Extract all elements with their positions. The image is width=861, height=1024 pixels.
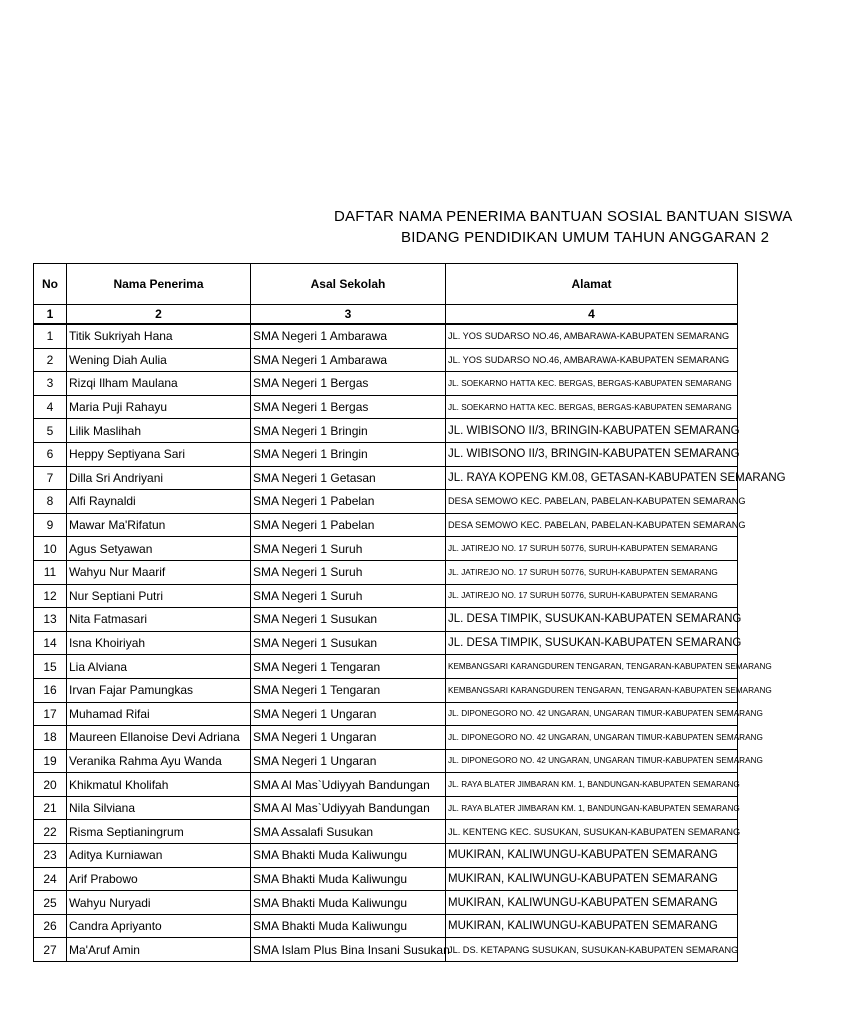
recipient-name-cell: Khikmatul Kholifah: [67, 773, 251, 797]
address-cell: DESA SEMOWO KEC. PABELAN, PABELAN-KABUPATEN SEMARANG: [446, 490, 738, 514]
header-nama-penerima: Nama Penerima: [67, 264, 251, 305]
table-row: [34, 324, 738, 348]
school-cell: SMA Negeri 1 Ungaran: [251, 749, 446, 773]
recipient-name-cell: Wening Diah Aulia: [67, 348, 251, 372]
row-number-cell: 20: [34, 773, 67, 797]
recipient-name-cell: Candra Apriyanto: [67, 914, 251, 938]
recipient-name-cell: Wahyu Nur Maarif: [67, 560, 251, 584]
address-cell: JL. SOEKARNO HATTA KEC. BERGAS, BERGAS-KABUPATEN SEMARANG: [446, 372, 738, 396]
address-cell: JL. WIBISONO II/3, BRINGIN-KABUPATEN SEMARANG: [446, 419, 738, 443]
row-number-cell: 24: [34, 867, 67, 891]
row-number-cell: 5: [34, 419, 67, 443]
table-row: [34, 560, 738, 584]
table-header-row: [34, 264, 738, 305]
table-row: [34, 490, 738, 514]
recipient-name-cell: Risma Septianingrum: [67, 820, 251, 844]
row-number-cell: 25: [34, 891, 67, 915]
table-row: [34, 466, 738, 490]
table-row: [34, 820, 738, 844]
column-number: 3: [251, 305, 446, 325]
table-row: [34, 348, 738, 372]
school-cell: SMA Negeri 1 Suruh: [251, 584, 446, 608]
address-cell: JL. YOS SUDARSO NO.46, AMBARAWA-KABUPATEN SEMARANG: [446, 324, 738, 348]
address-cell: JL. DIPONEGORO NO. 42 UNGARAN, UNGARAN TIMUR-KABUPATEN SEMARANG: [446, 749, 738, 773]
address-cell: JL. YOS SUDARSO NO.46, AMBARAWA-KABUPATEN SEMARANG: [446, 348, 738, 372]
recipient-name-cell: Muhamad Rifai: [67, 702, 251, 726]
header-asal-sekolah: Asal Sekolah: [251, 264, 446, 305]
table-row: [34, 442, 738, 466]
row-number-cell: 15: [34, 655, 67, 679]
address-cell: MUKIRAN, KALIWUNGU-KABUPATEN SEMARANG: [446, 914, 738, 938]
table-row: [34, 395, 738, 419]
recipient-name-cell: Lia Alviana: [67, 655, 251, 679]
table-row: [34, 867, 738, 891]
table-row: [34, 891, 738, 915]
document-title-line-2: BIDANG PENDIDIKAN UMUM TAHUN ANGGARAN 2: [401, 229, 770, 246]
address-cell: DESA SEMOWO KEC. PABELAN, PABELAN-KABUPATEN SEMARANG: [446, 513, 738, 537]
row-number-cell: 27: [34, 938, 67, 962]
row-number-cell: 9: [34, 513, 67, 537]
row-number-cell: 26: [34, 914, 67, 938]
address-cell: JL. DESA TIMPIK, SUSUKAN-KABUPATEN SEMARANG: [446, 608, 738, 632]
recipient-name-cell: Dilla Sri Andriyani: [67, 466, 251, 490]
address-cell: MUKIRAN, KALIWUNGU-KABUPATEN SEMARANG: [446, 891, 738, 915]
document-title-line-1: DAFTAR NAMA PENERIMA BANTUAN SOSIAL BANTUAN SISWA: [334, 208, 793, 225]
recipient-name-cell: Wahyu Nuryadi: [67, 891, 251, 915]
school-cell: SMA Negeri 1 Tengaran: [251, 678, 446, 702]
row-number-cell: 19: [34, 749, 67, 773]
row-number-cell: 2: [34, 348, 67, 372]
row-number-cell: 18: [34, 726, 67, 750]
school-cell: SMA Negeri 1 Pabelan: [251, 490, 446, 514]
header-alamat: Alamat: [446, 264, 738, 305]
row-number-cell: 4: [34, 395, 67, 419]
school-cell: SMA Bhakti Muda Kaliwungu: [251, 914, 446, 938]
recipient-name-cell: Lilik Maslihah: [67, 419, 251, 443]
school-cell: SMA Assalafi Susukan: [251, 820, 446, 844]
row-number-cell: 21: [34, 796, 67, 820]
recipient-name-cell: Agus Setyawan: [67, 537, 251, 561]
recipient-name-cell: Ma'Aruf Amin: [67, 938, 251, 962]
recipient-name-cell: Isna Khoiriyah: [67, 631, 251, 655]
table-row: [34, 702, 738, 726]
recipient-name-cell: Mawar Ma'Rifatun: [67, 513, 251, 537]
header-no: No: [34, 264, 67, 305]
recipient-name-cell: Titik Sukriyah Hana: [67, 324, 251, 348]
column-number: 4: [446, 305, 738, 325]
address-cell: MUKIRAN, KALIWUNGU-KABUPATEN SEMARANG: [446, 867, 738, 891]
recipient-name-cell: Nur Septiani Putri: [67, 584, 251, 608]
address-cell: JL. DIPONEGORO NO. 42 UNGARAN, UNGARAN TIMUR-KABUPATEN SEMARANG: [446, 726, 738, 750]
table-row: [34, 844, 738, 868]
address-cell: JL. JATIREJO NO. 17 SURUH 50776, SURUH-KABUPATEN SEMARANG: [446, 560, 738, 584]
table-row: [34, 773, 738, 797]
school-cell: SMA Negeri 1 Susukan: [251, 608, 446, 632]
recipient-name-cell: Arif Prabowo: [67, 867, 251, 891]
recipient-name-cell: Nita Fatmasari: [67, 608, 251, 632]
column-number: 1: [34, 305, 67, 325]
recipient-name-cell: Alfi Raynaldi: [67, 490, 251, 514]
recipient-name-cell: Aditya Kurniawan: [67, 844, 251, 868]
school-cell: SMA Al Mas`Udiyyah Bandungan: [251, 796, 446, 820]
address-cell: JL. RAYA KOPENG KM.08, GETASAN-KABUPATEN SEMARANG: [446, 466, 738, 490]
address-cell: JL. RAYA BLATER JIMBARAN KM. 1, BANDUNGAN-KABUPATEN SEMARANG: [446, 773, 738, 797]
school-cell: SMA Negeri 1 Bergas: [251, 395, 446, 419]
school-cell: SMA Bhakti Muda Kaliwungu: [251, 844, 446, 868]
row-number-cell: 10: [34, 537, 67, 561]
school-cell: SMA Islam Plus Bina Insani Susukan: [251, 938, 446, 962]
school-cell: SMA Negeri 1 Susukan: [251, 631, 446, 655]
school-cell: SMA Bhakti Muda Kaliwungu: [251, 867, 446, 891]
school-cell: SMA Negeri 1 Bringin: [251, 419, 446, 443]
address-cell: JL. SOEKARNO HATTA KEC. BERGAS, BERGAS-KABUPATEN SEMARANG: [446, 395, 738, 419]
recipient-name-cell: Rizqi Ilham Maulana: [67, 372, 251, 396]
table-row: [34, 749, 738, 773]
table-row: [34, 372, 738, 396]
row-number-cell: 12: [34, 584, 67, 608]
row-number-cell: 6: [34, 442, 67, 466]
school-cell: SMA Negeri 1 Ungaran: [251, 702, 446, 726]
row-number-cell: 11: [34, 560, 67, 584]
row-number-cell: 23: [34, 844, 67, 868]
school-cell: SMA Negeri 1 Ungaran: [251, 726, 446, 750]
school-cell: SMA Negeri 1 Ambarawa: [251, 324, 446, 348]
recipient-name-cell: Veranika Rahma Ayu Wanda: [67, 749, 251, 773]
row-number-cell: 8: [34, 490, 67, 514]
row-number-cell: 7: [34, 466, 67, 490]
recipient-name-cell: Heppy Septiyana Sari: [67, 442, 251, 466]
address-cell: JL. JATIREJO NO. 17 SURUH 50776, SURUH-KABUPATEN SEMARANG: [446, 584, 738, 608]
recipient-name-cell: Irvan Fajar Pamungkas: [67, 678, 251, 702]
school-cell: SMA Bhakti Muda Kaliwungu: [251, 891, 446, 915]
recipient-table: [33, 263, 786, 962]
school-cell: SMA Negeri 1 Suruh: [251, 560, 446, 584]
row-number-cell: 3: [34, 372, 67, 396]
address-cell: JL. KENTENG KEC. SUSUKAN, SUSUKAN-KABUPATEN SEMARANG: [446, 820, 738, 844]
table-row: [34, 631, 738, 655]
table-row: [34, 914, 738, 938]
address-cell: KEMBANGSARI KARANGDUREN TENGARAN, TENGARAN-KABUPATEN SEMARANG: [446, 655, 738, 679]
recipient-name-cell: Nila Silviana: [67, 796, 251, 820]
address-cell: KEMBANGSARI KARANGDUREN TENGARAN, TENGARAN-KABUPATEN SEMARANG: [446, 678, 738, 702]
school-cell: SMA Negeri 1 Getasan: [251, 466, 446, 490]
row-number-cell: 17: [34, 702, 67, 726]
table-row: [34, 796, 738, 820]
row-number-cell: 22: [34, 820, 67, 844]
table-row: [34, 726, 738, 750]
recipient-name-cell: Maureen Ellanoise Devi Adriana: [67, 726, 251, 750]
address-cell: JL. DS. KETAPANG SUSUKAN, SUSUKAN-KABUPATEN SEMARANG: [446, 938, 738, 962]
table-row: [34, 537, 738, 561]
row-number-cell: 14: [34, 631, 67, 655]
table-row: [34, 678, 738, 702]
table-row: [34, 608, 738, 632]
table-row: [34, 655, 738, 679]
table-row: [34, 938, 738, 962]
row-number-cell: 1: [34, 324, 67, 348]
school-cell: SMA Negeri 1 Ambarawa: [251, 348, 446, 372]
address-cell: JL. WIBISONO II/3, BRINGIN-KABUPATEN SEMARANG: [446, 442, 738, 466]
school-cell: SMA Negeri 1 Bergas: [251, 372, 446, 396]
row-number-cell: 13: [34, 608, 67, 632]
column-number-row: [34, 305, 738, 325]
address-cell: MUKIRAN, KALIWUNGU-KABUPATEN SEMARANG: [446, 844, 738, 868]
address-cell: JL. DIPONEGORO NO. 42 UNGARAN, UNGARAN TIMUR-KABUPATEN SEMARANG: [446, 702, 738, 726]
school-cell: SMA Negeri 1 Suruh: [251, 537, 446, 561]
address-cell: JL. DESA TIMPIK, SUSUKAN-KABUPATEN SEMARANG: [446, 631, 738, 655]
column-number: 2: [67, 305, 251, 325]
table-row: [34, 513, 738, 537]
table-row: [34, 584, 738, 608]
school-cell: SMA Negeri 1 Pabelan: [251, 513, 446, 537]
address-cell: JL. JATIREJO NO. 17 SURUH 50776, SURUH-KABUPATEN SEMARANG: [446, 537, 738, 561]
address-cell: JL. RAYA BLATER JIMBARAN KM. 1, BANDUNGAN-KABUPATEN SEMARANG: [446, 796, 738, 820]
school-cell: SMA Negeri 1 Bringin: [251, 442, 446, 466]
school-cell: SMA Al Mas`Udiyyah Bandungan: [251, 773, 446, 797]
recipient-name-cell: Maria Puji Rahayu: [67, 395, 251, 419]
school-cell: SMA Negeri 1 Tengaran: [251, 655, 446, 679]
table-row: [34, 419, 738, 443]
row-number-cell: 16: [34, 678, 67, 702]
